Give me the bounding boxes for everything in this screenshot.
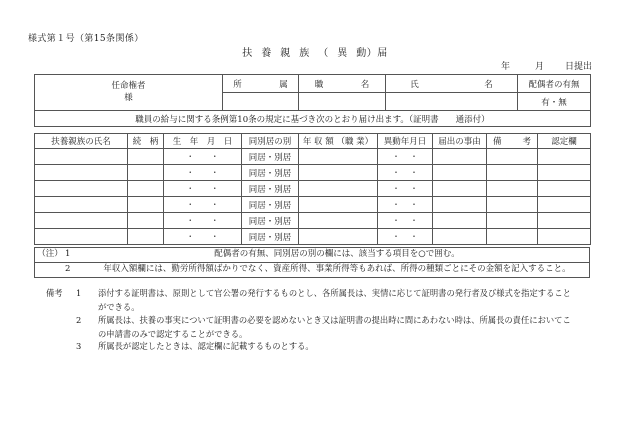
cell-residence[interactable]: 同居・別居 xyxy=(242,197,299,213)
cell-relationship[interactable] xyxy=(128,149,164,165)
cell-reason[interactable] xyxy=(433,181,487,197)
cell-approval[interactable] xyxy=(538,197,591,213)
col-header-change-date: 異動年月日 xyxy=(378,134,433,149)
title-segment-3: 親 xyxy=(280,48,300,59)
birthdate-dot-2: ・ xyxy=(210,152,219,161)
cell-residence[interactable]: 同居・別居 xyxy=(242,213,299,229)
remark-text-3: 所属長が認定したときは、認定欄に記載するものとする。 xyxy=(98,341,314,352)
note-text-1: 配偶者の有無、同別居の別の欄には、該当する項目を○で囲む。 xyxy=(214,249,460,260)
title-segment-5: 動）届 xyxy=(356,48,388,59)
column-header-job-title xyxy=(299,75,386,93)
change-date-dot-1: ・ xyxy=(392,200,400,209)
note-cell-2 xyxy=(35,263,590,278)
change-date-dot-2: ・ xyxy=(410,232,418,241)
cell-approval[interactable] xyxy=(538,149,591,165)
affiliation-char-1: 所 xyxy=(233,79,242,90)
remark-item-3 xyxy=(46,340,606,353)
change-date-dot-2: ・ xyxy=(410,216,418,225)
change-date-dot-1: ・ xyxy=(392,216,400,225)
cell-birthdate[interactable] xyxy=(164,181,242,197)
remarks-label-spacer-2 xyxy=(46,314,76,327)
birthdate-dot-1: ・ xyxy=(186,216,195,225)
name-char-1: 氏 xyxy=(410,79,419,90)
statement-row xyxy=(35,111,591,127)
date-year-label: 年 xyxy=(500,62,510,72)
page-title xyxy=(0,44,630,59)
col-header-dependent-name: 扶養親族の氏名 xyxy=(35,134,128,149)
cell-annual-income[interactable] xyxy=(299,181,378,197)
remark-text-1: 添付する証明書は、原則として官公署の発行するものとし、各所属長は、実情に応じて証明書の発行者及び様式を指定すること xyxy=(98,288,571,298)
remark-text-2: 所属長は、扶養の事実について証明書の必要を認めないとき又は証明書の提出時に間にあわない時は、所属長の責任においてこ xyxy=(98,314,571,325)
cell-residence[interactable]: 同居・別居 xyxy=(242,181,299,197)
affiliation-char-2: 属 xyxy=(279,79,288,90)
job-title-char-2: 名 xyxy=(360,79,370,90)
sama-label: 様 xyxy=(124,92,133,103)
cell-annual-income[interactable] xyxy=(299,229,378,245)
change-date-dot-1: ・ xyxy=(392,152,400,161)
dependents-rows xyxy=(35,149,591,245)
change-date-dot-2: ・ xyxy=(410,200,418,209)
cell-relationship[interactable] xyxy=(128,213,164,229)
cell-approval[interactable] xyxy=(538,165,591,181)
cell-change-date[interactable] xyxy=(378,149,433,165)
cell-relationship[interactable] xyxy=(128,181,164,197)
cell-dependent-name[interactable] xyxy=(35,149,128,165)
cell-remarks[interactable] xyxy=(487,229,538,245)
birthdate-dot-1: ・ xyxy=(186,184,195,193)
cell-dependent-name[interactable] xyxy=(35,165,128,181)
cell-dependent-name[interactable] xyxy=(35,181,128,197)
cell-annual-income[interactable] xyxy=(299,213,378,229)
change-date-dot-2: ・ xyxy=(410,184,418,193)
cell-dependent-name[interactable] xyxy=(35,229,128,245)
remarks-head-right: 考 xyxy=(522,137,531,147)
cell-remarks[interactable] xyxy=(487,181,538,197)
spouse-status-options[interactable]: 有・無 xyxy=(518,93,591,111)
column-header-name xyxy=(386,75,518,93)
table-row xyxy=(35,197,591,213)
col-header-residence: 同別居の別 xyxy=(242,134,299,149)
table-row xyxy=(35,213,591,229)
cell-reason[interactable] xyxy=(433,165,487,181)
cell-annual-income[interactable] xyxy=(299,149,378,165)
cell-birthdate[interactable] xyxy=(164,149,242,165)
appointer-label: 任命権者 xyxy=(111,81,146,92)
cell-approval[interactable] xyxy=(538,229,591,245)
remark-item-2 xyxy=(46,314,606,327)
date-day-label: 日提出 xyxy=(564,62,592,72)
table-row xyxy=(35,149,591,165)
change-date-dot-1: ・ xyxy=(392,232,400,241)
cell-approval[interactable] xyxy=(538,213,591,229)
remarks-head-left: 備 xyxy=(493,137,502,147)
remark-item-1 xyxy=(46,287,606,300)
note-row xyxy=(35,248,590,263)
table-row xyxy=(35,165,591,181)
remarks-block xyxy=(46,287,606,354)
note-tag-spacer xyxy=(35,264,65,275)
cell-change-date[interactable] xyxy=(378,213,433,229)
remarks-label-spacer-3 xyxy=(46,340,76,353)
remark-number-1: 1 xyxy=(76,288,82,298)
remark-continuation-2: の申請書のみで認定することができる。 xyxy=(98,328,248,339)
cell-reason[interactable] xyxy=(433,229,487,245)
change-date-dot-1: ・ xyxy=(392,168,400,177)
name-char-2: 名 xyxy=(484,79,493,90)
note-number-2: 2 xyxy=(65,264,71,275)
notes-box xyxy=(34,247,590,278)
table-row xyxy=(35,229,591,245)
note-number-1: 1 xyxy=(65,249,71,260)
applicant-header-table xyxy=(34,74,590,127)
cell-reason[interactable] xyxy=(433,149,487,165)
col-header-annual-income: 年 収 額 （職 業） xyxy=(299,134,378,149)
cell-annual-income[interactable] xyxy=(299,197,378,213)
job-title-input[interactable] xyxy=(299,93,386,111)
cell-reason[interactable] xyxy=(433,197,487,213)
change-date-dot-2: ・ xyxy=(410,152,418,161)
cell-change-date[interactable] xyxy=(378,229,433,245)
change-date-dot-2: ・ xyxy=(410,168,418,177)
name-input[interactable] xyxy=(386,93,518,111)
note-row xyxy=(35,263,590,278)
birthdate-dot-1: ・ xyxy=(186,152,195,161)
notes-label: （注） xyxy=(37,249,63,260)
remarks-label: 備考 xyxy=(46,288,63,298)
cell-residence[interactable]: 同居・別居 xyxy=(242,165,299,181)
cell-birthdate[interactable] xyxy=(164,213,242,229)
cell-birthdate[interactable] xyxy=(164,229,242,245)
col-header-birthdate: 生 年 月 日 xyxy=(164,134,242,149)
col-header-reason: 届出の事由 xyxy=(433,134,487,149)
birthdate-dot-2: ・ xyxy=(210,168,219,177)
cell-birthdate[interactable] xyxy=(164,197,242,213)
cell-relationship[interactable] xyxy=(128,197,164,213)
birthdate-dot-2: ・ xyxy=(210,200,219,209)
cell-dependent-name[interactable] xyxy=(35,213,128,229)
cell-relationship[interactable] xyxy=(128,165,164,181)
cell-reason[interactable] xyxy=(433,213,487,229)
appointer-cell xyxy=(35,75,223,111)
applicant-header-row xyxy=(35,75,591,93)
statement-text: 職員の給与に関する条例第10条の規定に基づき次のとおり届け出ます。（証明書 通添付） xyxy=(35,111,591,127)
date-month-label: 月 xyxy=(534,62,544,72)
birthdate-dot-1: ・ xyxy=(186,232,195,241)
title-segment-2: 養 xyxy=(261,48,281,59)
cell-approval[interactable] xyxy=(538,181,591,197)
cell-remarks[interactable] xyxy=(487,149,538,165)
cell-remarks[interactable] xyxy=(487,213,538,229)
remark-number-3: 3 xyxy=(76,341,82,352)
table-row xyxy=(35,181,591,197)
title-segment-4: 族（異 xyxy=(299,48,357,59)
form-number-label: 様式第１号（第15条関係） xyxy=(28,34,144,44)
cell-change-date[interactable] xyxy=(378,165,433,181)
col-header-approval: 認定欄 xyxy=(538,134,591,149)
cell-dependent-name[interactable] xyxy=(35,197,128,213)
birthdate-dot-1: ・ xyxy=(186,200,195,209)
note-cell-1 xyxy=(35,248,590,263)
affiliation-input[interactable] xyxy=(223,93,299,111)
col-header-relationship: 続 柄 xyxy=(128,134,164,149)
cell-birthdate[interactable] xyxy=(164,165,242,181)
remark-continuation-1: ができる。 xyxy=(98,301,140,312)
cell-annual-income[interactable] xyxy=(299,165,378,181)
cell-change-date[interactable] xyxy=(378,181,433,197)
job-title-char-1: 職 xyxy=(314,79,324,90)
col-header-remarks xyxy=(487,134,538,149)
birthdate-dot-1: ・ xyxy=(186,168,195,177)
cell-remarks[interactable] xyxy=(487,197,538,213)
birthdate-dot-2: ・ xyxy=(210,232,219,241)
cell-relationship[interactable] xyxy=(128,229,164,245)
dependents-table xyxy=(34,133,590,245)
column-header-spouse-status: 配偶者の有無 xyxy=(518,75,591,93)
remark-number-2: 2 xyxy=(76,314,82,325)
submission-date-line xyxy=(501,59,592,72)
cell-change-date[interactable] xyxy=(378,197,433,213)
dependents-header-row xyxy=(35,134,591,149)
title-segment-1: 扶 xyxy=(242,48,262,59)
change-date-dot-1: ・ xyxy=(392,184,400,193)
column-header-affiliation xyxy=(223,75,299,93)
note-text-2: 年収入額欄には、勤労所得額ばかりでなく、資産所得、事業所得等もあれば、所得の種類ごとにその金額を記入すること。 xyxy=(103,264,571,275)
cell-remarks[interactable] xyxy=(487,165,538,181)
cell-residence[interactable]: 同居・別居 xyxy=(242,149,299,165)
birthdate-dot-2: ・ xyxy=(210,216,219,225)
cell-residence[interactable]: 同居・別居 xyxy=(242,229,299,245)
birthdate-dot-2: ・ xyxy=(210,184,219,193)
